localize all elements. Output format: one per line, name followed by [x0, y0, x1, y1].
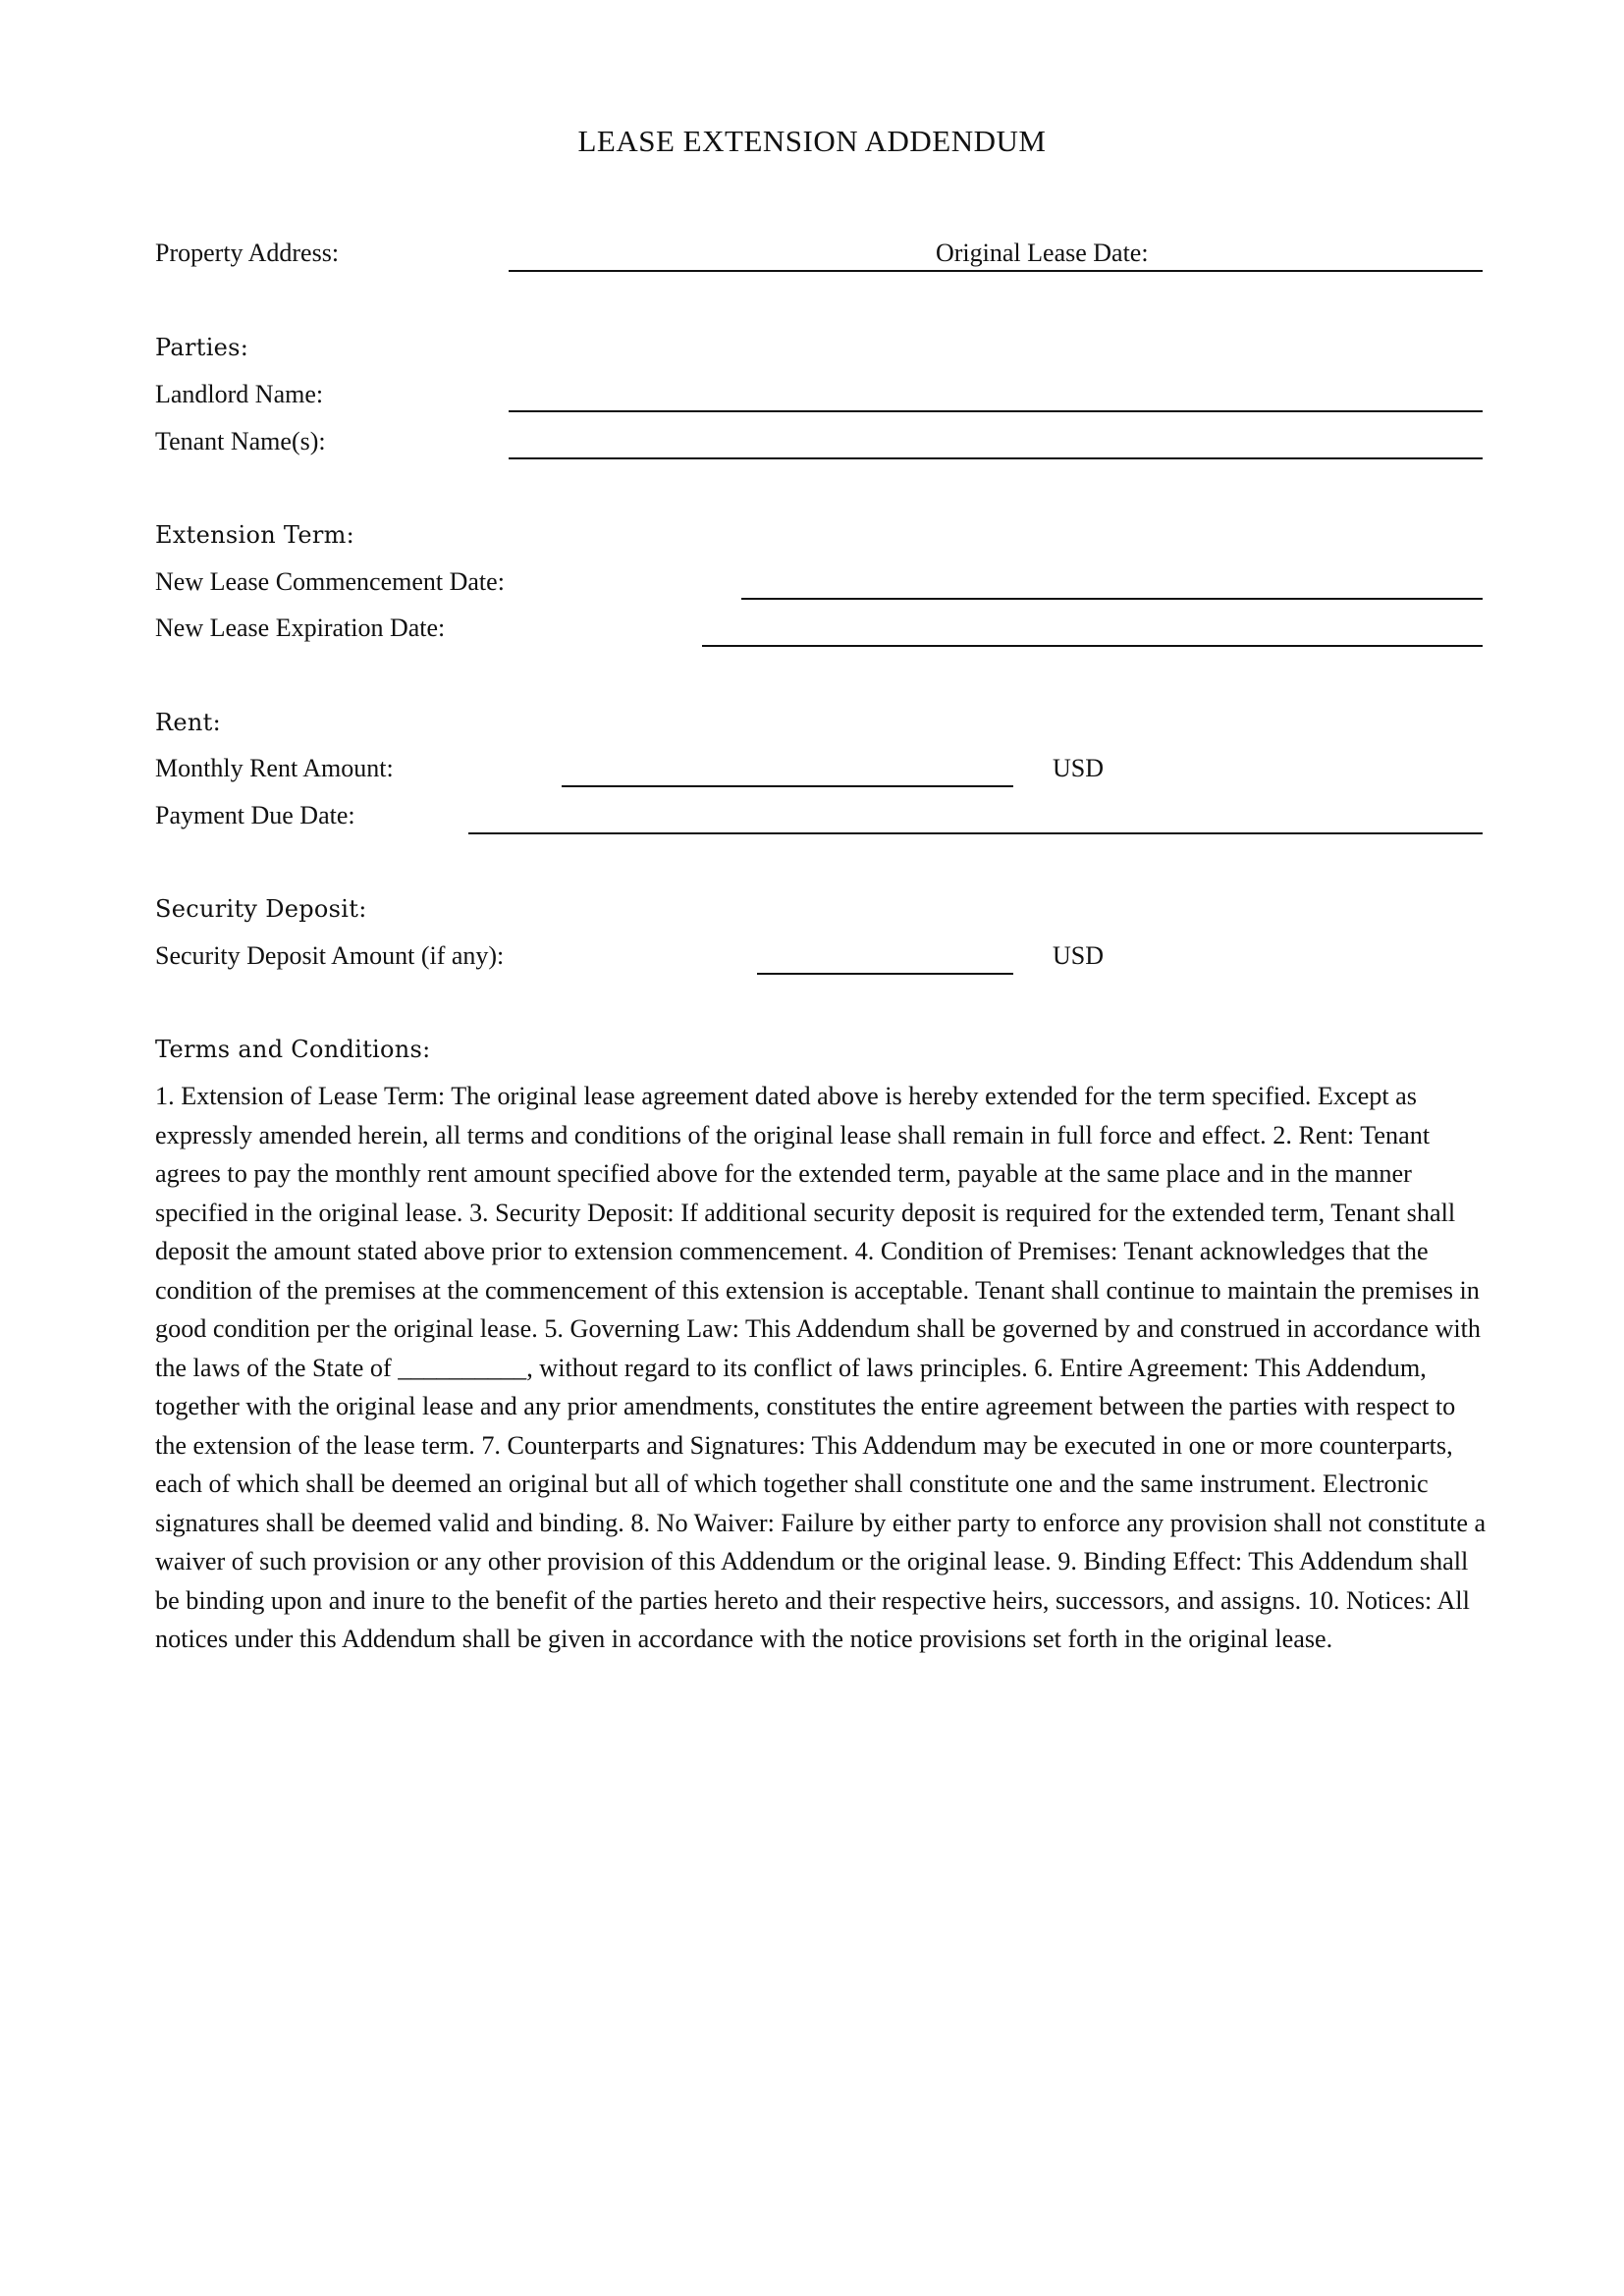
payment-due-date-label: Payment Due Date: — [155, 801, 355, 829]
monthly-rent-label: Monthly Rent Amount: — [155, 754, 394, 782]
landlord-name-field[interactable] — [509, 410, 1483, 412]
document-title: LEASE EXTENSION ADDENDUM — [577, 124, 1047, 158]
monthly-rent-field[interactable] — [562, 785, 1013, 787]
security-deposit-heading: Security Deposit: — [155, 895, 367, 923]
tenant-name-label: Tenant Name(s): — [155, 427, 326, 455]
commencement-date-field[interactable] — [741, 598, 1483, 600]
expiration-date-label: New Lease Expiration Date: — [155, 614, 446, 642]
property-address-label: Property Address: — [155, 239, 340, 267]
parties-heading: Parties: — [155, 334, 249, 361]
commencement-date-label: New Lease Commencement Date: — [155, 567, 505, 596]
monthly-rent-currency: USD — [1053, 754, 1105, 782]
landlord-name-label: Landlord Name: — [155, 380, 324, 408]
expiration-date-field[interactable] — [702, 645, 1483, 647]
rent-heading: Rent: — [155, 709, 221, 736]
security-deposit-amount-field[interactable] — [757, 973, 1013, 975]
terms-body-text: 1. Extension of Lease Term: The original lease agreement dated above is hereby extended for the term specified. Except as expressly amended herein, all terms and conditions of the original lease shall remain in full force and effect. 2. Rent: Tenant agrees to pay the monthly rent amount specified above for the extended term, payable at the same place and in the manner specified in the original lease. 3. Security Deposit: If additional security deposit is required for the extended term, Tenant shall deposit the amount stated above prior to extension commencement. 4. Condition of Premises: Tenant acknowledges that the condition of the premises at the commencement of this extension is acceptable. Tenant shall continue to maintain the premises in good condition per the original lease. 5. Governing Law: This Addendum shall be governed by and construed in accordance with the laws of the State of __________, without regard to its conflict of laws principles. 6. Entire Agreement: This Addendum, together with the original lease and any prior amendments, constitutes the entire agreement between the parties with respect to the extension of the lease term. 7. Counterparts and Signatures: This Addendum may be executed in one or more counterparts, each of which shall be deemed an original but all of which together shall constitute one and the same instrument. Electronic signatures shall be deemed valid and binding. 8. No Waiver: Failure by either party to enforce any provision shall not constitute a waiver of such provision or any other provision of this Addendum or the original lease. 9. Binding Effect: This Addendum shall be binding upon and inure to the benefit of the parties hereto and their respective heirs, successors, and assigns. 10. Notices: All notices under this Addendum shall be given in accordance with the notice provisions set forth in the original lease. — [155, 1082, 1487, 1653]
terms-heading: Terms and Conditions: — [155, 1036, 431, 1063]
original-lease-date-label: Original Lease Date: — [936, 239, 1149, 267]
property-address-field[interactable] — [509, 270, 1483, 272]
extension-term-heading: Extension Term: — [155, 521, 355, 549]
payment-due-date-field[interactable] — [468, 832, 1483, 834]
security-deposit-amount-label: Security Deposit Amount (if any): — [155, 941, 505, 970]
tenant-name-field[interactable] — [509, 457, 1483, 459]
security-deposit-currency: USD — [1053, 941, 1105, 970]
